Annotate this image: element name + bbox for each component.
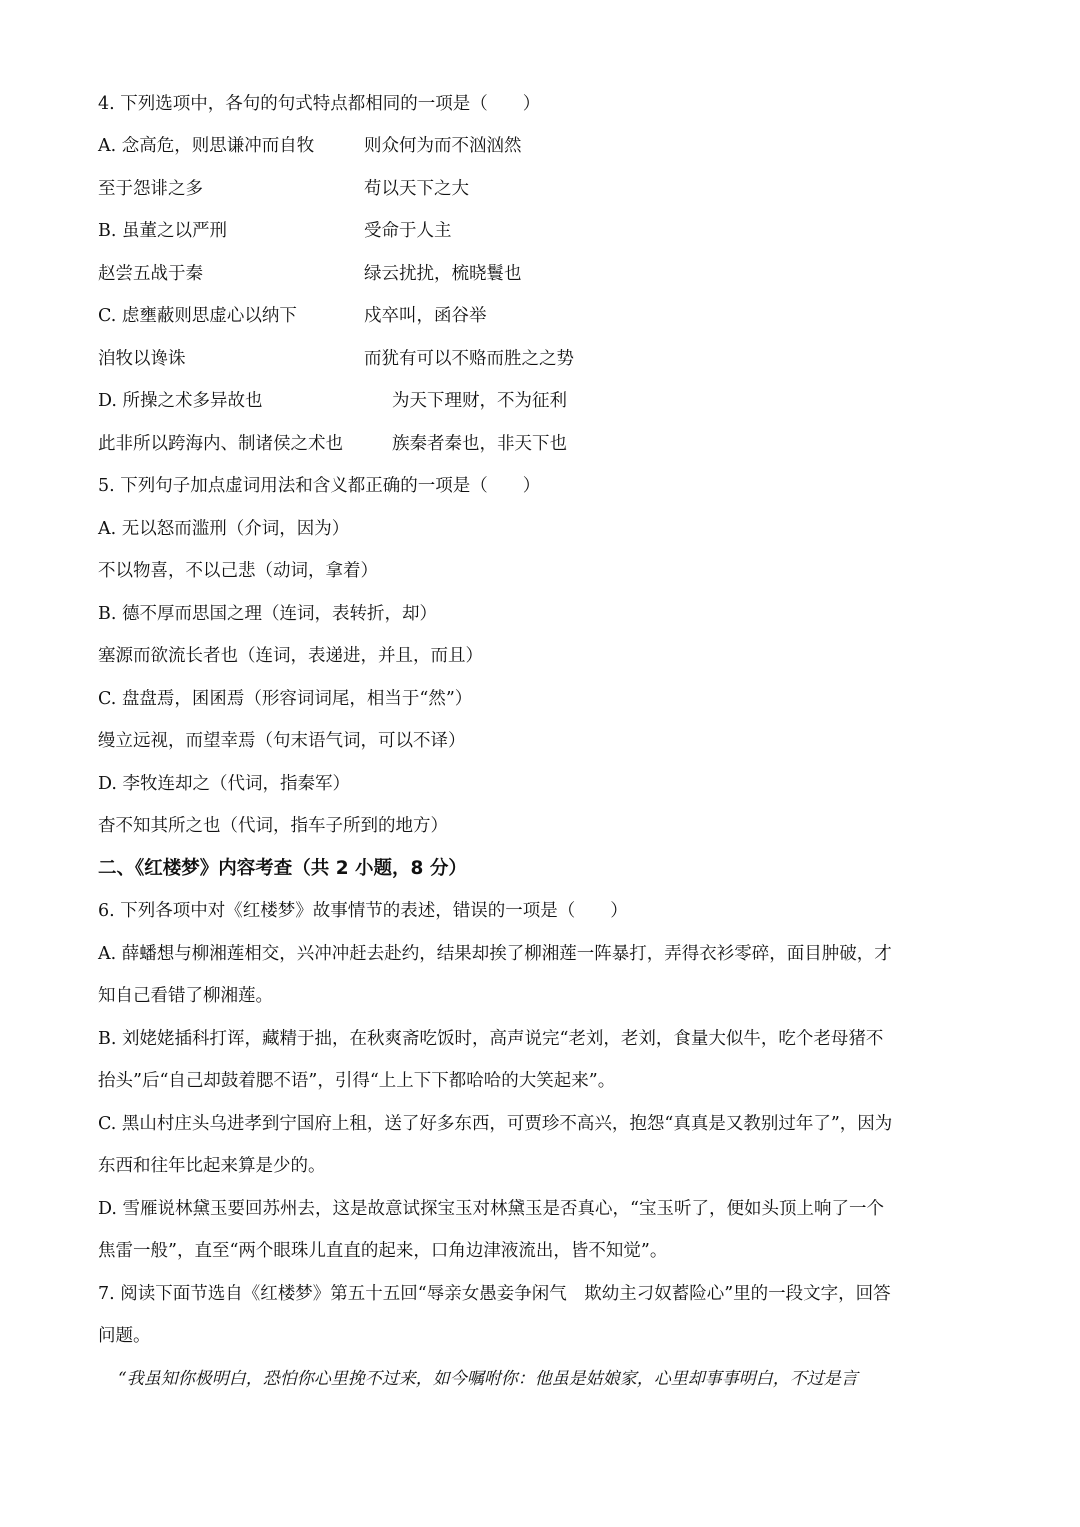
q5-line-b1: B. 德不厚而思国之理（连词，表转折，却） [98,604,437,624]
q4-row-d1 [98,389,567,413]
q6-option-a-line2: 知自己看错了柳湘莲。 [98,986,273,1006]
q5-line-d1: D. 李牧连却之（代词，指秦军） [98,774,351,794]
q4-row-b1-right: 受命于人主 [364,221,452,241]
q4-row-a2 [98,177,469,201]
q6-option-b-line2: 抬头”后“自己却鼓着腮不语”，引得“上上下下都哈哈的大笑起来”。 [98,1071,616,1091]
q4-row-b1-left: B. 虽董之以严刑 [98,221,227,241]
q4-row-a1-left: A. 念高危，则思谦冲而自牧 [98,136,315,156]
q7-stem-line1: 7. 阅读下面节选自《红楼梦》第五十五回“辱亲女愚妾争闲气 欺幼主刁奴蓄险心”里的一段文字，回答 [98,1284,891,1304]
q5-line-d2: 杳不知其所之也（代词，指车子所到的地方） [98,816,448,836]
q4-row-d2-left: 此非所以跨海内、制诸侯之术也 [98,434,343,454]
q4-row-c2 [98,347,574,371]
q5-line-b2: 塞源而欲流长者也（连词，表递进，并且，而且） [98,646,483,666]
q6-option-c-line2: 东西和往年比起来算是少的。 [98,1156,326,1176]
q5-line-a2: 不以物喜，不以己悲（动词，拿着） [98,561,378,581]
q5-line-c2: 缦立远视，而望幸焉（句末语气词，可以不译） [98,731,466,751]
q4-row-d2 [98,432,567,456]
q4-row-b2 [98,262,522,286]
q4-row-a2-right: 苟以天下之大 [364,179,469,199]
q4-row-b2-left: 赵尝五战于秦 [98,264,203,284]
q4-row-c1-right: 戍卒叫，函谷举 [364,306,487,326]
q4-row-c2-right: 而犹有可以不赂而胜之之势 [364,349,574,369]
q6-option-c-line1: C. 黑山村庄头乌进孝到宁国府上租，送了好多东西，可贾珍不高兴，抱怨“真真是又教别过年了”，因为 [98,1114,893,1134]
q4-row-c2-left: 洎牧以谗诛 [98,349,186,369]
q6-option-a-line1: A. 薛蟠想与柳湘莲相交，兴冲冲赶去赴约，结果却挨了柳湘莲一阵暴打，弄得衣衫零碎，面目肿破，才 [98,944,892,964]
q4-row-b1 [98,219,452,243]
q5-line-a1: A. 无以怒而滥刑（介词，因为） [98,519,350,539]
q4-row-d1-left: D. 所操之术多异故也 [98,391,263,411]
q4-row-c1 [98,304,487,328]
q5-stem: 5. 下列句子加点虚词用法和含义都正确的一项是（ ） [98,476,541,496]
q4-stem: 4. 下列选项中，各句的句式特点都相同的一项是（ ） [98,94,541,114]
q4-row-a2-left: 至于怨诽之多 [98,179,203,199]
q4-row-d2-right: 族秦者秦也，非天下也 [392,434,567,454]
q6-option-b-line1: B. 刘姥姥插科打诨，藏精于拙，在秋爽斋吃饭时，高声说完“老刘，老刘，食量大似牛，吃个老母猪不 [98,1029,884,1049]
q5-line-c1: C. 盘盘焉，囷囷焉（形容词词尾，相当于“然”） [98,689,473,709]
q4-row-d1-right: 为天下理财，不为征利 [392,391,567,411]
q4-row-b2-right: 绿云扰扰，梳晓鬟也 [364,264,522,284]
q4-row-a1-right: 则众何为而不汹汹然 [364,136,522,156]
section-heading: 二、《红楼梦》内容考查（共 2 小题，8 分） [98,858,467,879]
q4-row-c1-left: C. 虑壅蔽则思虚心以纳下 [98,306,297,326]
q6-option-d-line1: D. 雪雁说林黛玉要回苏州去，这是故意试探宝玉对林黛玉是否真心，“宝玉听了，便如头顶上响了一个 [98,1199,884,1219]
q7-stem-line2: 问题。 [98,1326,151,1346]
q4-row-a1 [98,134,522,158]
q7-quote-line1: “我虽知你极明白，恐怕你心里挽不过来，如今嘱咐你：他虽是姑娘家，心里却事事明白，不过是言 [118,1369,858,1389]
q6-option-d-line2: 焦雷一般”，直至“两个眼珠儿直直的起来，口角边津液流出，皆不知觉”。 [98,1241,668,1261]
q6-stem: 6. 下列各项中对《红楼梦》故事情节的表述，错误的一项是（ ） [98,901,628,921]
